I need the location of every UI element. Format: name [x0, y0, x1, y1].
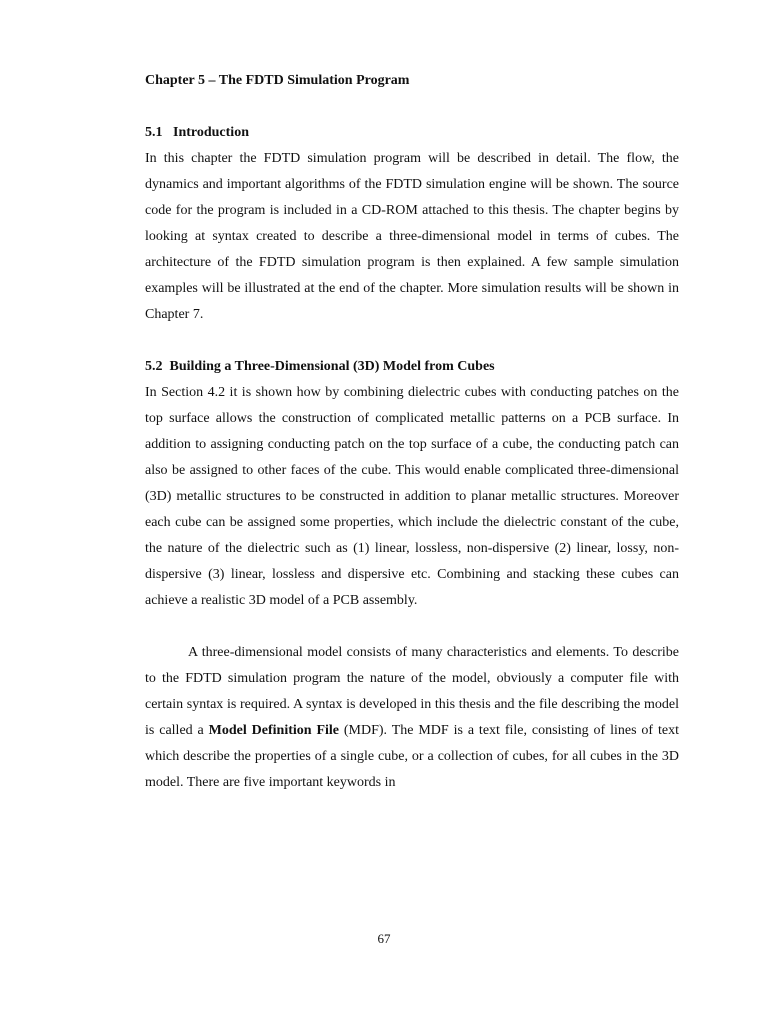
page-content [145, 68, 679, 796]
introduction-paragraph: In this chapter the FDTD simulation program will be described in detail. The flow, the dynamics and important algorithms of the FDTD simulation engine will be shown. The source code for the program is included in a CD-ROM attached to this thesis. The chapter begins by looking at syntax created to describe a three-dimensional model in terms of cubes. The architecture of the FDTD simulation program is then explained. A few sample simulation examples will be illustrated at the end of the chapter. More simulation results will be shown in Chapter 7. [145, 151, 679, 322]
spacer [145, 328, 679, 354]
mdf-paragraph [145, 640, 679, 796]
spacer [145, 614, 679, 640]
building-3d-model-paragraph: In Section 4.2 it is shown how by combining dielectric cubes with conducting patches on the top surface allows the construction of complicated metallic patterns on a PCB surface. In addition to assigning conducting patch on the top surface of a cube, the conducting patch can also be assigned to other faces of the cube. This would enable complicated three-dimensional (3D) metallic structures to be constructed in addition to planar metallic structures. Moreover each cube can be assigned some properties, which include the dielectric constant of the cube, the nature of the dielectric such as (1) linear, lossless, non-dispersive (2) linear, lossy, non-dispersive (3) linear, lossless and dispersive etc. Combining and stacking these cubes can achieve a realistic 3D model of a PCB assembly. [145, 385, 679, 608]
mdf-paragraph-text-2: (MDF). The MDF is a text file, consisting of lines of text which describe the properties of a single cube, or a collection of cubes, for all cubes in the 3D model. There are five important keywords in [145, 723, 679, 790]
page-number: 67 [377, 931, 391, 946]
mdf-paragraph-text-1: A three-dimensional model consists of many characteristics and elements. To describe to the FDTD simulation program the nature of the model, obviously a computer file with certain syntax is required. A syntax is developed in this thesis and the file describing the model is called a [145, 645, 679, 738]
section-heading-introduction: 5.1 Introduction [145, 125, 249, 140]
chapter-title: Chapter 5 – The FDTD Simulation Program [145, 73, 410, 88]
mdf-bold-term: Model Definition File [208, 723, 339, 738]
section-heading-building-3d-model: 5.2 Building a Three-Dimensional (3D) Model from Cubes [145, 359, 495, 374]
spacer [145, 94, 679, 120]
